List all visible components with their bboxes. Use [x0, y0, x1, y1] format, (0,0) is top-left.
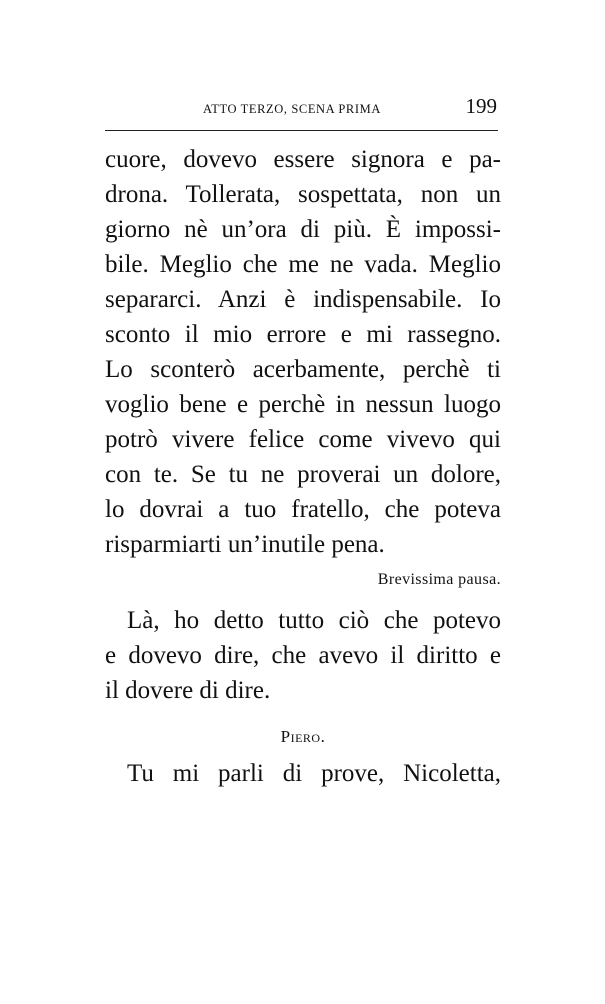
- stage-direction: Brevissima pausa.: [377, 571, 501, 588]
- text-line: giorno nè un’ora di più. È impossi-: [105, 216, 501, 243]
- text-line: cuore, dovevo essere signora e pa-: [105, 146, 501, 173]
- text-line: potrò vivere felice come vivevo qui: [105, 426, 501, 453]
- text-line: il dovere di dire.: [105, 677, 271, 704]
- text-line: Lo sconterò acerbamente, perchè ti: [105, 356, 501, 383]
- text-line: lo dovrai a tuo fratello, che poteva: [105, 496, 501, 523]
- running-head: [105, 92, 505, 122]
- page-number: 199: [465, 94, 497, 118]
- running-title: ATTO TERZO, SCENA PRIMA: [203, 102, 381, 116]
- text-line: bile. Meglio che me ne vada. Meglio: [105, 251, 501, 278]
- text-line: Là, ho detto tutto ciò che potevo: [127, 607, 501, 634]
- text-line: drona. Tollerata, sospettata, non un: [105, 181, 501, 208]
- speaker-name: Piero.: [280, 727, 326, 746]
- text-block: [105, 142, 501, 791]
- text-line: separarci. Anzi è indispensabile. Io: [105, 286, 501, 313]
- text-line: risparmiarti un’inutile pena.: [105, 531, 385, 558]
- text-line: e dovevo dire, che avevo il diritto e: [105, 642, 501, 669]
- text-line: voglio bene e perchè in nessun luogo: [105, 391, 501, 418]
- text-line: Tu mi parli di prove, Nicoletta,: [127, 760, 501, 787]
- text-line: con te. Se tu ne proverai un dolore,: [105, 461, 501, 488]
- text-line: sconto il mio errore e mi rassegno.: [105, 321, 501, 348]
- header-rule: [105, 130, 498, 131]
